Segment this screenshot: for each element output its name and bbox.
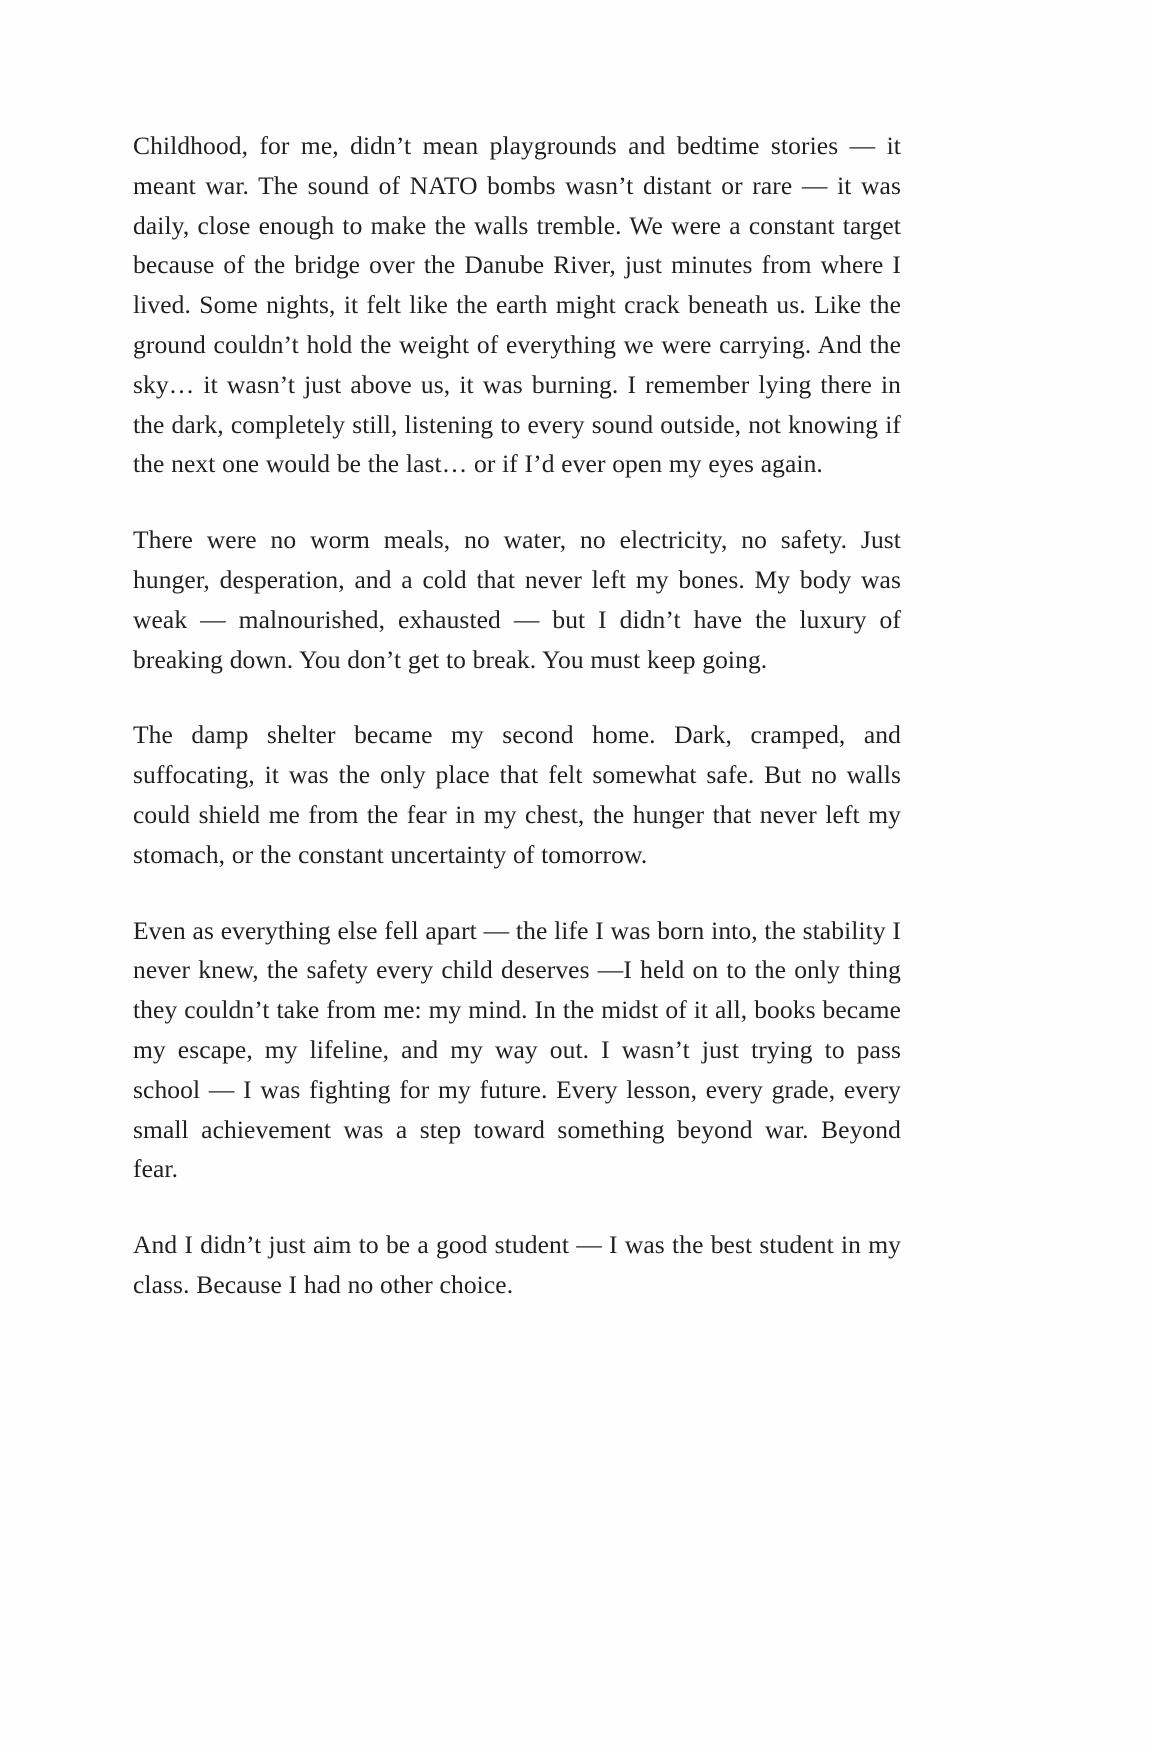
paragraph-1: Childhood, for me, didn’t mean playgrounds and bedtime stories — it meant war. The sound of NATO bombs wasn’t distant or rare — it was daily, close enough to make the walls tremble. We were a constant target because of the bridge over the Danube River, just minutes from where I lived. Some nights, it felt like the earth might crack beneath us. Like the ground couldn’t hold the weight of everything we were carrying. And the sky… it wasn’t just above us, it was burning. I remember lying there in the dark, completely still, listening to every sound outside, not knowing if the next one would be the last… or if I’d ever open my eyes again. xyxy=(133,131,901,479)
paragraph-3: The damp shelter became my second home. Dark, cramped, and suffocating, it was the only place that felt somewhat safe. But no walls could shield me from the fear in my chest, the hunger that never left my stomach, or the constant uncertainty of tomorrow. xyxy=(133,720,901,869)
paragraph-2: There were no worm meals, no water, no electricity, no safety. Just hunger, desperation, and a cold that never left my bones. My body was weak — malnourished, exhausted — but I didn’t have the luxury of breaking down. You don’t get to break. You must keep going. xyxy=(133,525,901,674)
body-text-column xyxy=(133,126,901,1305)
paragraph-4: Even as everything else fell apart — the life I was born into, the stability I never knew, the safety every child deserves —I held on to the only thing they couldn’t take from me: my mind. In the midst of it all, books became my escape, my lifeline, and my way out. I wasn’t just trying to pass school — I was fighting for my future. Every lesson, every grade, every small achievement was a step toward something beyond war. Beyond fear. xyxy=(133,915,901,1184)
paragraph-5: And I didn’t just aim to be a good student — I was the best student in my class. Because I had no other choice. xyxy=(133,1230,901,1299)
